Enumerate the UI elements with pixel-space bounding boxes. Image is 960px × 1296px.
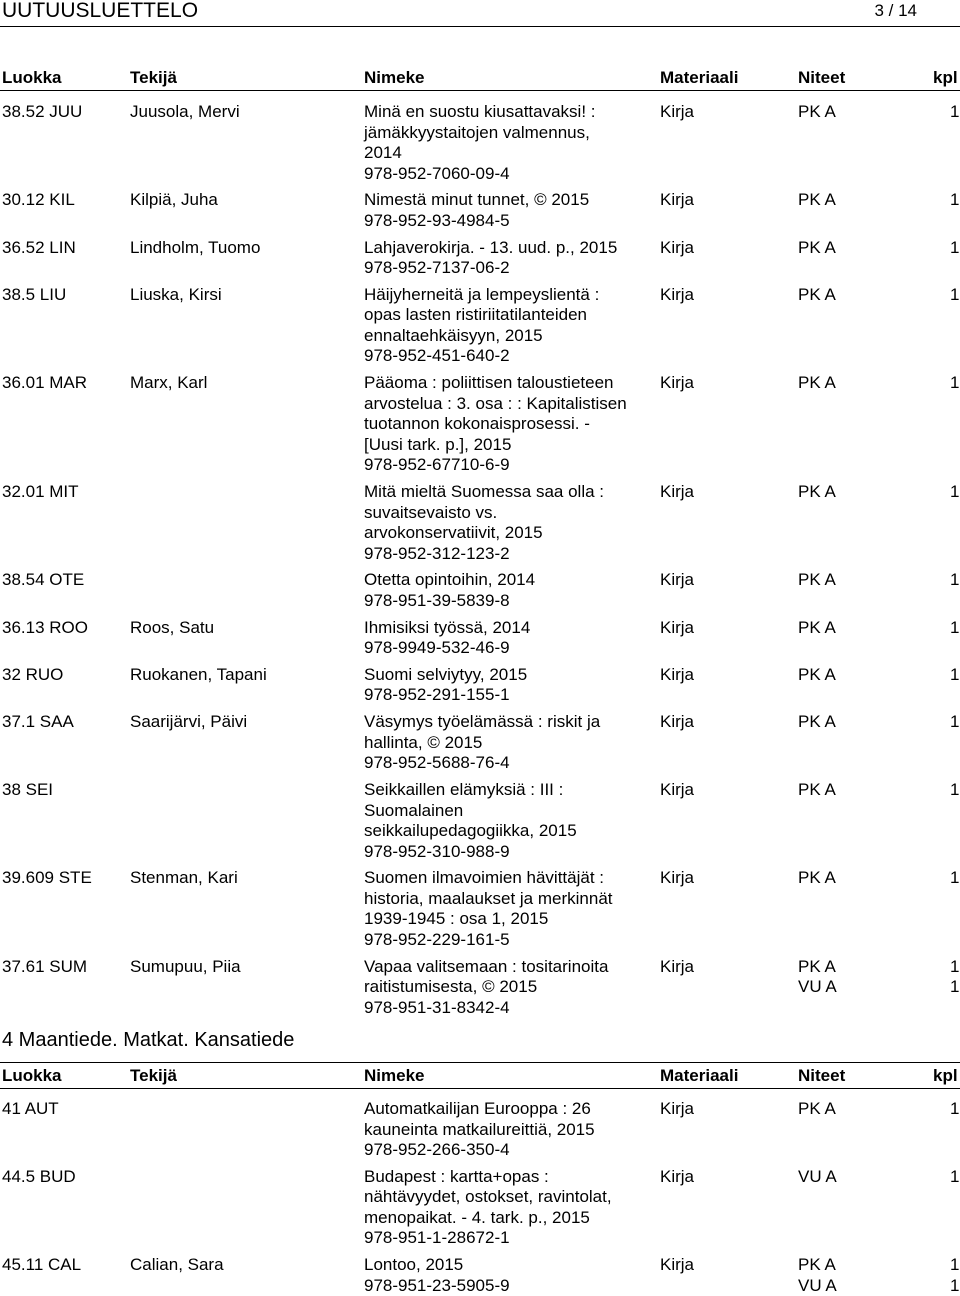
isbn: 978-952-310-988-9 [364,841,510,861]
class-code: 38.54 OTE [2,570,85,590]
title-line: Mitä mieltä Suomessa saa olla : [364,482,604,501]
title-line: hallinta, © 2015 [364,732,483,752]
column-header-kpl: kpl [933,68,958,87]
column-header-row [0,1066,960,1086]
location-code: PK A [798,868,836,888]
title-line: Suomi selviytyy, 2015 [364,664,528,684]
title-block [364,712,654,774]
author: Stenman, Kari [130,868,238,888]
location-code: VU A [798,1166,837,1186]
copy-count [950,712,959,733]
title-line: Budapest : kartta+opas : [364,1166,549,1186]
title-line: Lontoo, 2015 [364,1255,464,1275]
author: Saarijärvi, Päivi [130,712,248,732]
material-type: Kirja [660,1099,695,1118]
isbn: 978-952-451-640-2 [364,346,510,366]
column-header-rule [0,90,960,91]
isbn: 978-952-266-350-4 [364,1140,510,1159]
location-code: VU A [798,1275,837,1295]
copy-count [950,618,959,639]
title-block [364,1099,654,1161]
copy-count [950,285,959,306]
column-header-top-rule [0,1062,960,1063]
title-line: suvaitsevaisto vs. [364,502,498,522]
title-line: Automatkailijan Eurooppa : 26 [364,1099,591,1118]
material-type: Kirja [660,102,695,121]
title-line: seikkailupedagogiikka, 2015 [364,821,577,840]
title-line: Suomen ilmavoimien hävittäjät : [364,868,605,888]
title-line: Otetta opintoihin, 2014 [364,570,536,590]
copies-location [798,1255,837,1296]
copy-count [950,957,959,998]
title-block [364,570,654,611]
title-line: arvostelua : 3. osa : : Kapitalistisen [364,393,627,413]
title-block [364,868,654,950]
title-line: ennaltaehkäisyyn, 2015 [364,325,543,345]
copies-location [798,957,837,998]
location-code: PK A [798,237,836,257]
copy-count [950,868,959,889]
isbn: 978-951-31-8342-4 [364,997,510,1017]
column-header-materiaali: Materiaali [660,68,739,87]
title-line: Vapaa valitsemaan : tositarinoita [364,956,609,976]
copy-count [950,780,959,801]
material-type: Kirja [660,617,695,637]
copy-count [950,1099,959,1120]
copy-count [950,238,959,259]
section-title: 4 Maantiede. Matkat. Kansatiede [2,1029,295,1051]
isbn: 978-9949-532-46-9 [364,638,510,658]
title-block [364,190,654,231]
count-value: 1 [950,617,960,637]
isbn: 978-952-229-161-5 [364,929,510,949]
column-header-nimeke: Nimeke [364,1066,425,1085]
isbn: 978-952-312-123-2 [364,543,510,563]
title-line: tuotannon kokonaisprosessi. - [364,414,590,434]
copies-location [798,482,836,503]
material-type: Kirja [660,284,695,304]
title-line: kauneinta matkailureittiä, 2015 [364,1119,595,1139]
title-block [364,1255,654,1296]
copies-location [798,373,836,394]
author: Roos, Satu [130,617,215,637]
title-block [364,665,654,706]
copy-count [950,570,959,591]
class-code: 37.61 SUM [2,956,88,976]
title-line: arvokonservatiivit, 2015 [364,523,543,542]
title-line: 1939-1945 : osa 1, 2015 [364,909,549,929]
title-line: Minä en suostu kiusattavaksi! : [364,102,596,121]
isbn: 978-951-23-5905-9 [364,1275,510,1295]
copy-count [950,482,959,503]
location-code: PK A [798,482,836,501]
class-code: 32.01 MIT [2,482,79,501]
material-type: Kirja [660,1166,695,1186]
title-block [364,1167,654,1249]
class-code: 39.609 STE [2,868,92,888]
title-line: opas lasten ristiriitatilanteiden [364,305,588,325]
class-code: 36.01 MAR [2,373,88,393]
author: Liuska, Kirsi [130,284,222,304]
title-block [364,482,654,564]
title-block [364,102,654,184]
column-header-nimeke: Nimeke [364,68,425,87]
isbn: 978-952-291-155-1 [364,685,510,705]
copy-count [950,665,959,686]
count-value: 1 [950,1099,960,1118]
title-line: Väsymys työelämässä : riskit ja [364,712,601,732]
material-type: Kirja [660,1255,695,1275]
title-block [364,285,654,367]
material-type: Kirja [660,712,695,732]
class-code: 38.52 JUU [2,102,83,121]
title-line: Suomalainen [364,800,464,820]
copy-count [950,373,959,394]
title-line: Seikkaillen elämyksiä : III : [364,780,564,799]
column-header-rule [0,1088,960,1089]
class-code: 38.5 LIU [2,284,67,304]
author: Juusola, Mervi [130,102,240,121]
copy-count [950,1167,959,1188]
isbn: 978-952-5688-76-4 [364,753,510,773]
count-value: 1 [950,1255,960,1275]
copy-count [950,1255,959,1296]
copies-location [798,102,836,123]
location-code: VU A [798,977,837,997]
copies-location [798,868,836,889]
count-value: 1 [950,102,960,121]
title-line: raitistumisesta, © 2015 [364,977,538,997]
header-rule [0,26,960,27]
count-value: 1 [950,868,960,888]
count-value: 1 [950,956,960,976]
author: Ruokanen, Tapani [130,664,267,684]
title-line: menopaikat. - 4. tark. p., 2015 [364,1207,590,1227]
column-header-kpl: kpl [933,1066,958,1085]
material-type: Kirja [660,956,695,976]
location-code: PK A [798,570,836,590]
page-number: 3 / 14 [874,1,917,20]
material-type: Kirja [660,570,695,590]
location-code: PK A [798,284,836,304]
copies-location [798,665,836,686]
count-value: 1 [950,570,960,590]
author: Kilpiä, Juha [130,190,218,210]
title-line: Lahjaverokirja. - 13. uud. p., 2015 [364,237,618,257]
copies-location [798,618,836,639]
count-value: 1 [950,977,960,997]
count-value: 1 [950,190,960,210]
author: Sumupuu, Piia [130,956,241,976]
isbn: 978-952-7060-09-4 [364,163,510,183]
column-header-niteet: Niteet [798,1066,846,1085]
column-header-niteet: Niteet [798,68,846,87]
column-header-materiaali: Materiaali [660,1066,739,1085]
column-header-tekija: Tekijä [130,1066,177,1085]
title-line: jämäkkyystaitojen valmennus, [364,122,590,142]
title-line: Nimestä minut tunnet, © 2015 [364,190,590,210]
title-block [364,618,654,659]
count-value: 1 [950,712,960,732]
class-code: 36.52 LIN [2,237,76,257]
copies-location [798,780,836,801]
copy-count [950,102,959,123]
material-type: Kirja [660,373,695,393]
isbn: 978-952-7137-06-2 [364,258,510,278]
count-value: 1 [950,284,960,304]
copy-count [950,190,959,211]
count-value: 1 [950,237,960,257]
material-type: Kirja [660,780,695,799]
material-type: Kirja [660,868,695,888]
location-code: PK A [798,1255,836,1275]
class-code: 38 SEI [2,780,54,799]
count-value: 1 [950,482,960,501]
isbn: 978-952-93-4984-5 [364,210,510,230]
copies-location [798,1167,837,1188]
location-code: PK A [798,664,836,684]
title-block [364,373,654,476]
title-line: 2014 [364,143,402,162]
location-code: PK A [798,373,836,393]
author: Calian, Sara [130,1255,224,1275]
location-code: PK A [798,102,836,121]
copies-location [798,190,836,211]
title-line: historia, maalaukset ja merkinnät [364,888,613,908]
location-code: PK A [798,780,836,799]
isbn: 978-951-1-28672-1 [364,1228,510,1248]
count-value: 1 [950,373,960,393]
material-type: Kirja [660,664,695,684]
location-code: PK A [798,956,836,976]
copies-location [798,285,836,306]
material-type: Kirja [660,190,695,210]
title-line: Ihmisiksi työssä, 2014 [364,617,531,637]
count-value: 1 [950,1166,960,1186]
class-code: 32 RUO [2,664,64,684]
title-line: Pääoma : poliittisen taloustieteen [364,373,614,393]
material-type: Kirja [660,482,695,501]
copies-location [798,1099,836,1120]
title-line: nähtävyydet, ostokset, ravintolat, [364,1187,612,1207]
count-value: 1 [950,664,960,684]
class-code: 36.13 ROO [2,617,88,637]
document-title: UUTUUSLUETTELO [2,0,199,22]
material-type: Kirja [660,237,695,257]
title-line: [Uusi tark. p.], 2015 [364,434,512,454]
location-code: PK A [798,617,836,637]
isbn: 978-952-67710-6-9 [364,455,510,475]
count-value: 1 [950,1275,960,1295]
column-header-row [0,68,960,88]
author: Marx, Karl [130,373,208,393]
column-header-tekija: Tekijä [130,68,177,87]
copies-location [798,712,836,733]
class-code: 30.12 KIL [2,190,75,210]
title-line: Häijyherneitä ja lempeyslientä : [364,284,600,304]
class-code: 45.11 CAL [2,1255,82,1275]
class-code: 44.5 BUD [2,1166,76,1186]
class-code: 41 AUT [2,1099,59,1118]
isbn: 978-951-39-5839-8 [364,590,510,610]
location-code: PK A [798,712,836,732]
location-code: PK A [798,1099,836,1118]
title-block [364,957,654,1019]
location-code: PK A [798,190,836,210]
copies-location [798,570,836,591]
author: Lindholm, Tuomo [130,237,261,257]
column-header-luokka: Luokka [2,68,62,87]
class-code: 37.1 SAA [2,712,74,732]
count-value: 1 [950,780,960,799]
title-block [364,238,654,279]
copies-location [798,238,836,259]
column-header-luokka: Luokka [2,1066,62,1085]
title-block [364,780,654,862]
